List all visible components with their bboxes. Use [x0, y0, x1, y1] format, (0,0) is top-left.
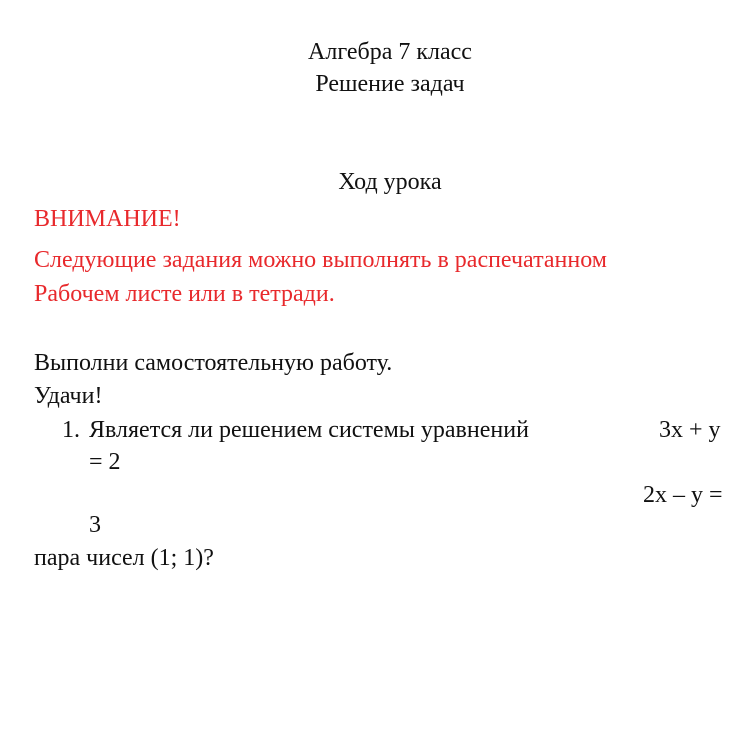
lesson-heading: Ход урока [338, 169, 442, 195]
equation-2-part-2: 3 [89, 512, 101, 538]
number-pair-question: пара чисел (1; 1)? [34, 545, 214, 571]
subject-title: Алгебра 7 класс [308, 39, 472, 65]
notice-line-2: Рабочем листе или в тетради. [34, 281, 335, 307]
notice-line-1: Следующие задания можно выполнять в распечатанном [34, 247, 607, 273]
task-question: Является ли решением системы уравнений [89, 417, 529, 443]
notice-title: ВНИМАНИЕ! [34, 206, 181, 232]
equation-1-part-1: 3x + y [659, 417, 721, 443]
equation-1-part-2: = 2 [89, 449, 121, 475]
task-intro: Выполни самостоятельную работу. [34, 350, 393, 376]
equation-2-part-1: 2x – y = [643, 482, 723, 508]
task-wish: Удачи! [34, 383, 103, 409]
topic-title: Решение задач [315, 71, 465, 97]
list-item-number: 1. [62, 417, 80, 443]
